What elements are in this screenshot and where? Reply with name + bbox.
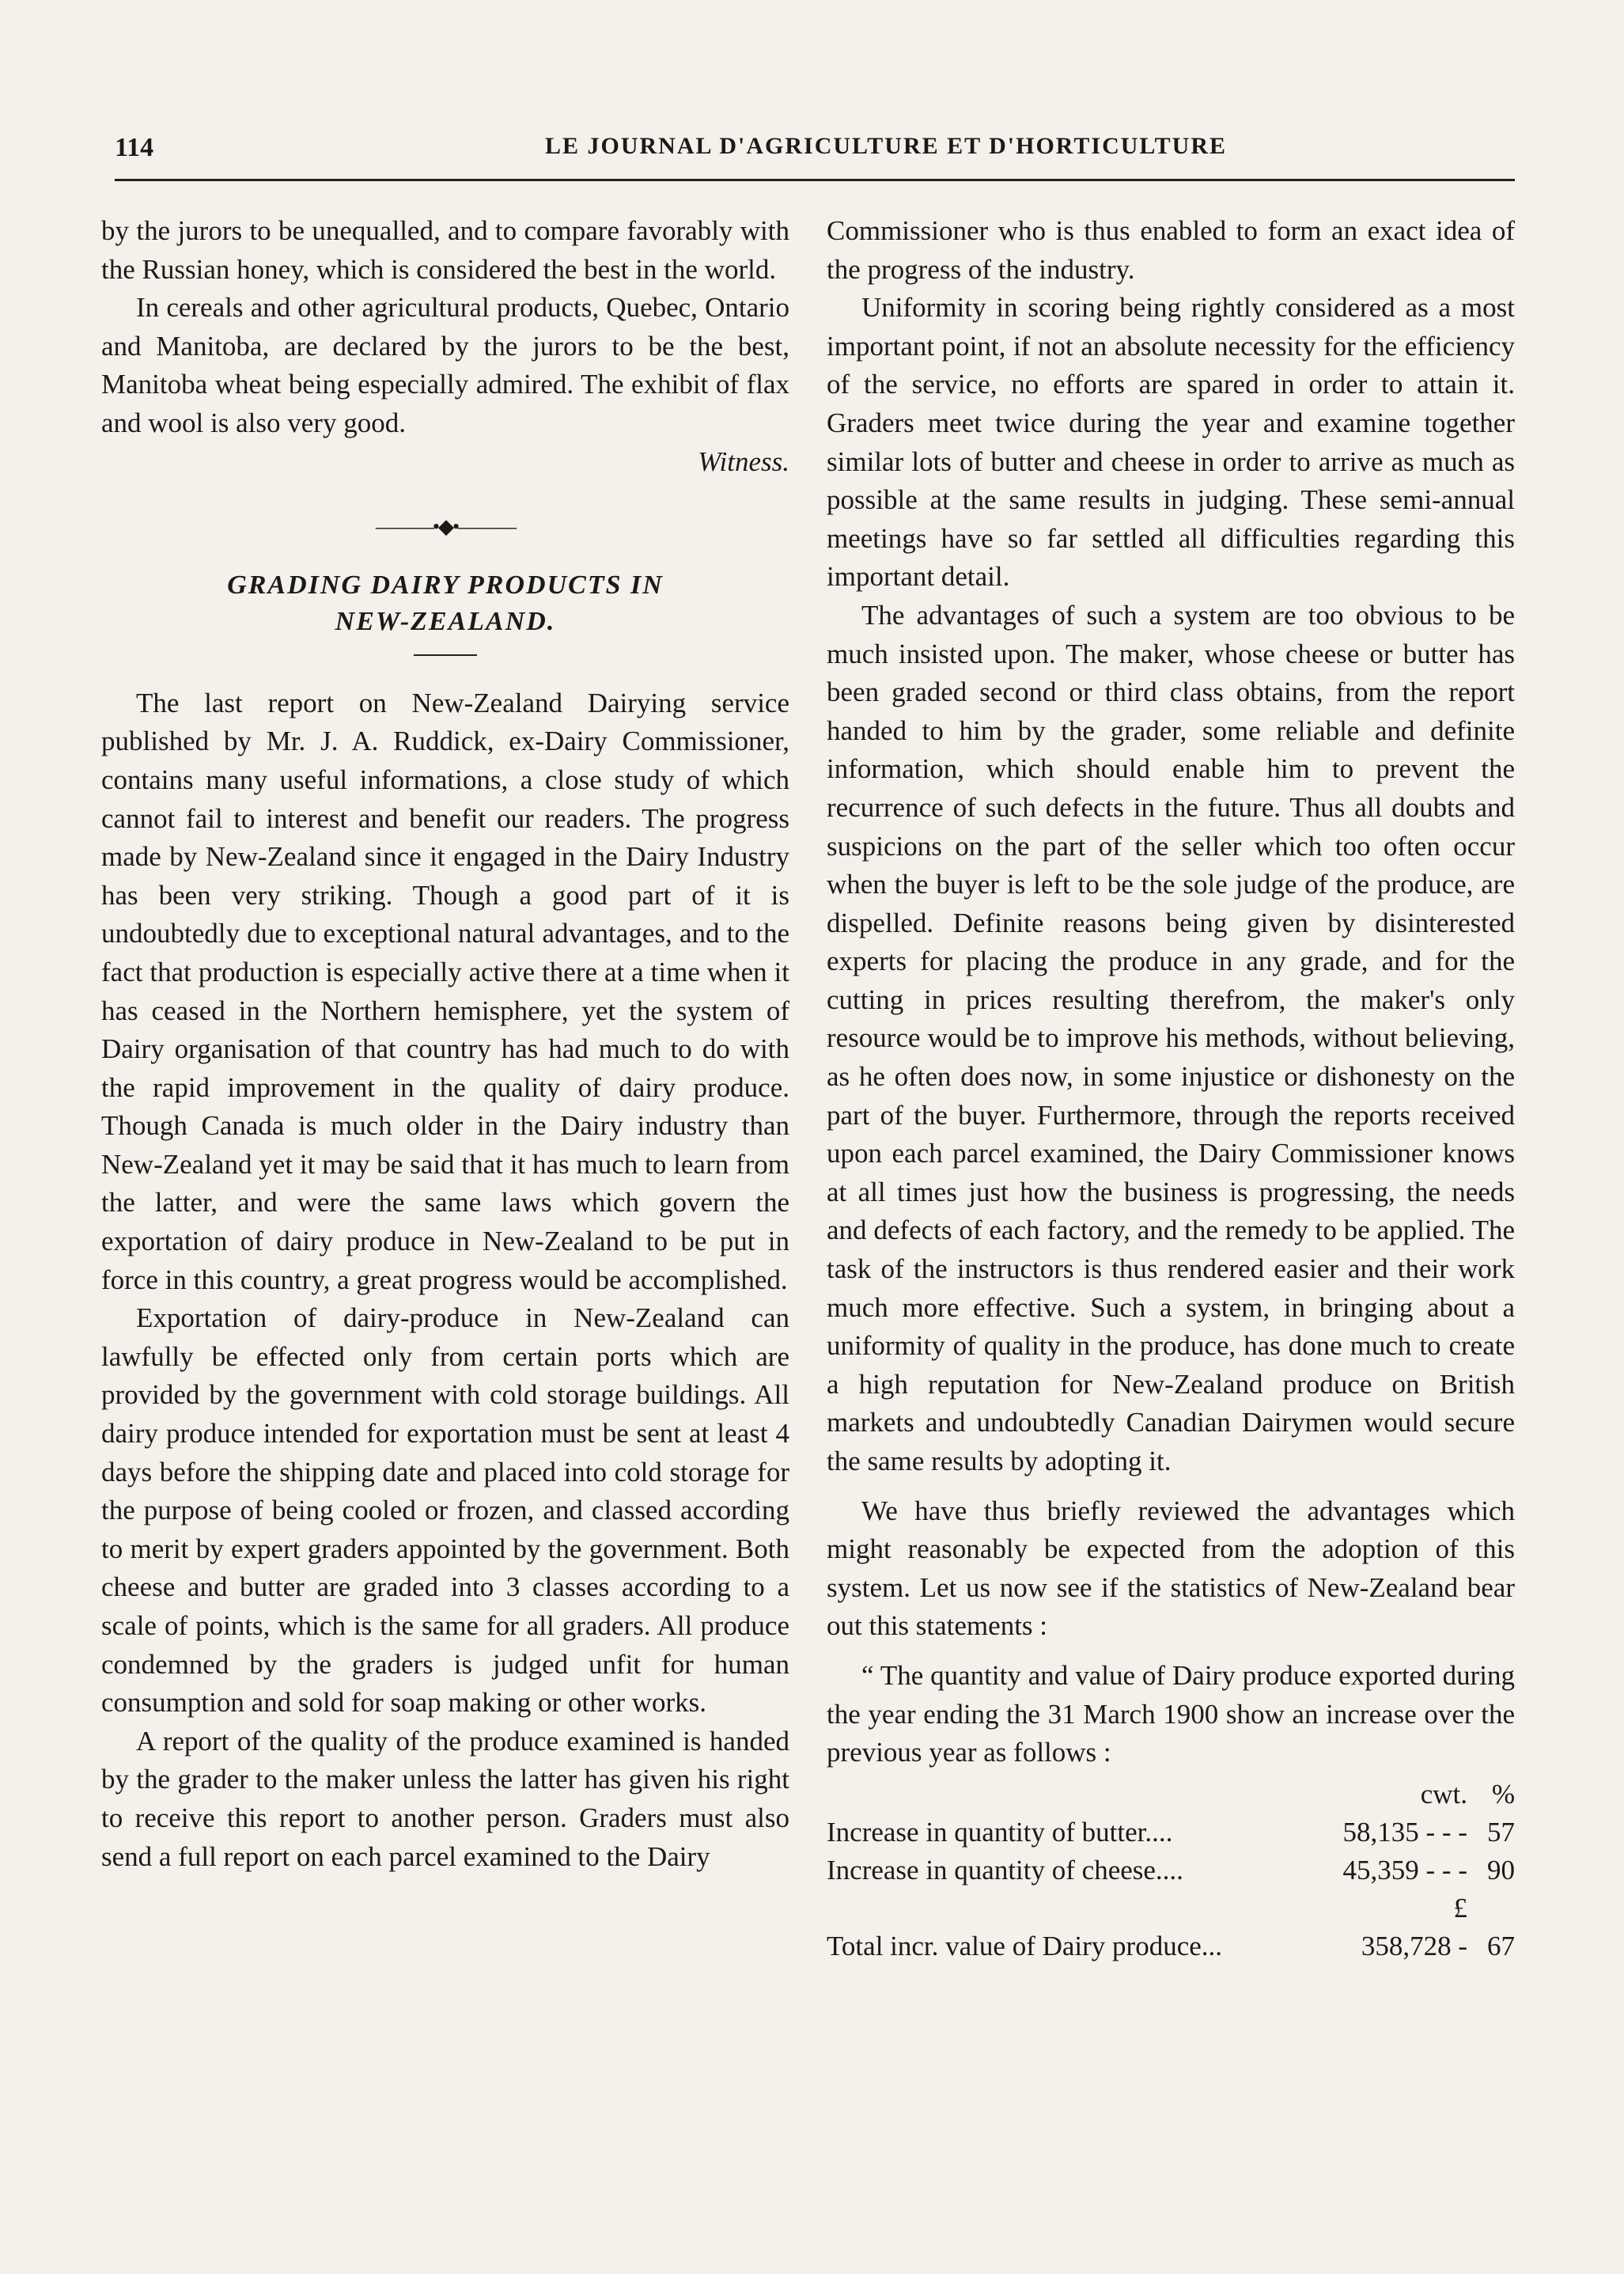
row-value: 58,135 - - - [1342,1816,1467,1848]
continued-paragraph: Commissioner who is thus enabled to form an exact idea of the progress of the industry. [827,215,1515,285]
unit-cwt: cwt. [1420,1778,1467,1810]
paragraph: The last report on New-Zealand Dairying service published by Mr. J. A. Ruddick, ex-Dairy Commissioner, contains many useful informations, a close study of which cannot fail to interest and benefit our readers. The progress made by New-Zealand since it engaged in the Dairy Industry has been very striking. Though a good part of it is undoubtedly due to exceptional natural advantages, and to the fact that production is especially active there at a time when it has ceased in the Northern hemisphere, yet the system of Dairy organisation of that country has had much to do with the rapid improvement in the quality of dairy produce. Though Canada is much older in the Dairy industry than New-Zealand yet it may be said that it has much to learn from the latter, and were the same laws which govern the exportation of dairy produce in New-Zealand to be put in force in this country, a great progress would be accomplished. [101,687,789,1295]
paragraph: We have thus briefly reviewed the advantages which might reasonably be expected from the adoption of this system. Let us now see if the statistics of New-Zealand bear out this statements : [827,1495,1515,1642]
unit-pound: £ [1453,1892,1467,1923]
article-title-line-1: GRADING DAIRY PRODUCTS IN [227,570,664,600]
row-percent: 57 [1487,1816,1515,1848]
page-number: 114 [115,133,154,162]
article-title-line-2: NEW-ZEALAND. [335,606,556,636]
quoted-paragraph: “ The quantity and value of Dairy produce exported during the year ending the 31 March 1900 show an increase over the previous year as follows : [827,1659,1515,1768]
right-column [827,212,1515,1965]
header-rule [115,179,1515,181]
paragraph: Uniformity in scoring being rightly considered as a most important point, if not an absolute necessity for the efficiency of the service, no efforts are spared in order to attain it. Graders meet twice during the year and examine together similar lots of butter and cheese in order to arrive as much as possible at the same results in judging. These semi-annual meetings have so far settled all difficulties regarding this important detail. [827,292,1515,593]
paragraph: A report of the quality of the produce examined is handed by the grader to the maker unless the latter has given his right to receive this report to another person. Graders must also send a full report on each parcel examined to the Dairy [101,1725,789,1872]
running-title: LE JOURNAL D'AGRICULTURE ET D'HORTICULTURE [544,133,1228,159]
row-value: 358,728 - [1361,1930,1467,1961]
row-value: 45,359 - - - [1342,1854,1467,1886]
page-header [115,133,1515,172]
table-unit-row [827,1776,1515,1814]
source-signature: Witness. [698,445,789,477]
row-percent: 90 [1487,1854,1515,1886]
table-unit-row [827,1889,1515,1927]
unit-percent: % [1491,1778,1515,1810]
spacer [827,1646,1515,1657]
left-column [101,212,789,1876]
title-rule [414,654,477,656]
paragraph: In cereals and other agricultural products, Quebec, Ontario and Manitoba, are declared by the jurors to be the best, Manitoba wheat being especially admired. The exhibit of flax and wool is also very good. [101,292,789,438]
table-row [827,1814,1515,1851]
row-label: Increase in quantity of cheese.... [827,1854,1183,1886]
paragraph: Exportation of dairy-produce in New-Zealand can lawfully be effected only from certain ports which are provided by the government with cold storage buildings. All dairy produce intended for exportation must be sent at least 4 days before the shipping date and placed into cold storage for the purpose of being cooled or frozen, and classed according to merit by expert graders appointed by the government. Both cheese and butter are graded into 3 classes according to a scale of points, which is the same for all graders. All produce condemned by the graders is judged unfit for human consumption and sold for soap making or other works. [101,1302,789,1719]
row-label: Increase in quantity of butter.... [827,1816,1173,1848]
row-label: Total incr. value of Dairy produce... [827,1930,1223,1961]
spacer [827,1481,1515,1492]
table-row [827,1927,1515,1965]
continued-paragraph: by the jurors to be unequalled, and to compare favorably with the Russian honey, which is considered the best in the world. [101,215,789,285]
row-percent: 67 [1487,1930,1515,1961]
statistics-table [827,1776,1515,1965]
paragraph: The advantages of such a system are too obvious to be much insisted upon. The maker, whose cheese or butter has been graded second or third class obtains, from the report handed to him by the grader, some reliable and definite information, which should enable him to prevent the recurrence of such defects in the future. Thus all doubts and suspicions on the part of the seller which too often occur when the buyer is left to be the sole judge of the produce, are dispelled. Definite reasons being given by disinterested experts for placing the produce in any grade, and for the cutting in prices resulting therefrom, the maker's only resource would be to improve his methods, without believing, as he often does now, in some injustice or dishonesty on the part of the buyer. Furthermore, through the reports received upon each parcel examined, the Dairy Commissioner knows at all times just how the business is progressing, the needs and defects of each factory, and the remedy to be applied. The task of the instructors is thus rendered easier and their work much more effective. Such a system, in bringing about a uniformity of quality in the produce, has done much to create a high reputation for New-Zealand produce on British markets and undoubtedly Canadian Dairymen would secure the same results by adopting it. [827,599,1515,1476]
section-ornament: ———•◆•——— [375,515,516,539]
table-row [827,1851,1515,1889]
